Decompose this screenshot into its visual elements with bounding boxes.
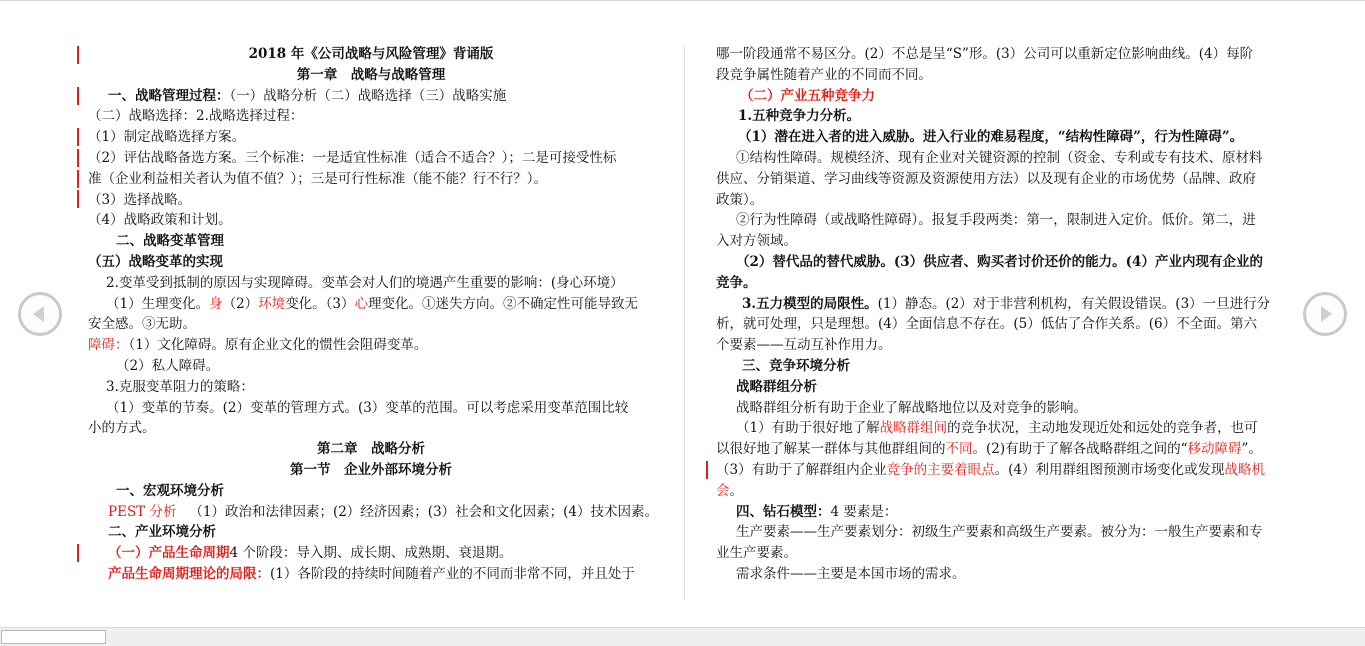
text-line: 析，就可处理，只是理想。(4）全面信息不存在。(5）低估了合作关系。(6）不全面。第六 [716, 316, 1258, 333]
text-line: （1）潜在进入者的进入威胁。进入行业的难易程度，“结构性障碍”，行为性障碍”。 [738, 129, 1244, 146]
right-page [716, 44, 1282, 585]
text-line: （1）有助于很好地了解战略群组间的竞争状况，主动地发现近处和远处的竞争者，也可 [736, 420, 1258, 437]
text-line: （1）变革的节奏。(2）变革的管理方式。(3）变革的范围。可以考虑采用变革范围比较 [106, 399, 629, 416]
change-marker [77, 149, 79, 167]
text-line: 3.五力模型的局限性。(1）静态。(2）对于非营利机构，有关假设错误。(3）一旦进行分 [742, 295, 1271, 312]
text-line: 产品生命周期理论的局限：(1）各阶段的持续时间随着产业的不同而非常不同，并且处于 [108, 565, 635, 582]
text-line: （2）评估战略备选方案。三个标准：一是适宜性标准（适合不适合？）；二是可接受性标 [88, 149, 617, 166]
top-border [0, 0, 1365, 1]
text-line: 障碍：（1）文化障碍。原有企业文化的惯性会阻碍变革。 [88, 337, 428, 354]
section-heading: 一、宏观环境分析 [116, 482, 224, 499]
chapter-heading: 第二章 战略分析 [317, 441, 425, 458]
text-line: 战略群组分析有助于企业了解战略地位以及对竞争的影响。 [736, 399, 1087, 416]
text-line: （2）私人障碍。 [116, 357, 220, 374]
next-page-button[interactable] [1303, 292, 1347, 336]
section-heading: 第一节 企业外部环境分析 [290, 461, 452, 478]
text-line: 个要素——互动互补作用力。 [716, 337, 892, 354]
section-heading: 二、战略变革管理 [116, 233, 224, 250]
text-line: 哪一阶段通常不易区分。(2）不总是呈“S”形。(3）公司可以重新定位影响曲线。(4）每阶 [716, 46, 1254, 62]
change-marker [77, 170, 79, 188]
text-line: 准（企业利益相关者认为值不值？）；三是可行性标准（能不能？行不行？）。 [88, 170, 547, 187]
section-heading: 一、战略管理过程：（一）战略分析（二）战略选择（三）战略实施 [108, 87, 507, 104]
text-line: 3.克服变革阻力的策略： [106, 378, 254, 395]
text-line: 小的方式。 [88, 420, 156, 437]
text-line: 政策）。 [716, 191, 764, 208]
text-line: 竞争。 [716, 274, 757, 291]
text-line: ①结构性障碍。规模经济、现有企业对关键资源的控制（资金、专利或专有技术、原材料 [736, 149, 1263, 166]
subsection-heading: （五）战略变革的实现 [88, 253, 223, 270]
chevron-right-icon [1306, 295, 1344, 333]
subsection-heading: 战略群组分析 [736, 378, 817, 395]
horizontal-scrollbar[interactable] [0, 627, 1365, 646]
change-marker [77, 190, 79, 208]
text-line: （3）选择战略。 [88, 191, 192, 208]
text-line: （二）战略选择：2.战略选择过程： [88, 108, 304, 125]
text-line: 入对方领域。 [716, 233, 797, 250]
text-line: 以很好地了解某一群体与其他群组间的不同。(2)有助于了解各战略群组之间的“移动障碍”。 [716, 441, 1262, 458]
previous-page-button[interactable] [18, 292, 62, 336]
text-line: （3）有助于了解群组内企业竞争的主要着眼点。(4）利用群组图预测市场变化或发现战略机 [716, 461, 1265, 478]
page-divider [684, 44, 685, 600]
chapter-heading: 第一章 战略与战略管理 [296, 66, 446, 83]
text-line: 安全感。③无助。 [88, 316, 196, 333]
text-line: PEST 分析 （1）政治和法律因素；(2）经济因素；(3）社会和文化因素；(4）技术因素。 [108, 503, 659, 520]
text-line: 段竞争属性随着产业的不同而不同。 [716, 66, 932, 83]
text-line: 2.变革受到抵制的原因与实现障碍。变革会对人们的境遇产生重要的影响：(身心环境） [106, 274, 624, 291]
text-line: （一）产品生命周期4 个阶段：导入期、成长期、成熟期、衰退期。 [108, 545, 513, 562]
text-line: （2）替代品的替代威胁。(3）供应者、购买者讨价还价的能力。(4）产业内现有企业的 [736, 253, 1263, 270]
text-line: （4）战略政策和计划。 [88, 212, 232, 229]
section-heading: 三、竞争环境分析 [742, 357, 850, 374]
left-page [88, 44, 659, 585]
change-marker [77, 544, 79, 562]
text-line: 需求条件——主要是本国市场的需求。 [736, 565, 966, 582]
section-heading: 四、钻石模型：4 要素是： [736, 503, 898, 520]
text-line: 供应、分销渠道、学习曲线等资源及资源使用方法）以及现有企业的市场优势（品牌、政府 [716, 170, 1256, 187]
text-line: 生产要素——生产要素划分：初级生产要素和高级生产要素。被分为：一般生产要素和专 [736, 524, 1263, 541]
scrollbar-thumb[interactable] [1, 630, 106, 644]
change-marker [77, 46, 79, 64]
text-line: ②行为性障碍（或战略性障碍）。报复手段两类：第一，限制进入定价。低价。第二，进 [736, 212, 1256, 229]
document-title: 2018 年《公司战略与风险管理》背诵版 [248, 46, 494, 62]
text-line: （1）生理变化。身（2）环境变化。（3）心理变化。①迷失方向。②不确定性可能导致无 [106, 295, 639, 312]
chevron-left-icon [21, 295, 59, 333]
text-line: 会。 [716, 482, 743, 499]
text-line: （1）制定战略选择方案。 [88, 129, 246, 146]
section-heading: 二、产业环境分析 [108, 524, 216, 541]
change-marker [77, 128, 79, 146]
subsection-heading: 1.五种竞争力分析。 [738, 108, 861, 125]
change-marker [77, 87, 79, 105]
change-marker [706, 461, 708, 479]
subsection-heading: （二）产业五种竞争力 [740, 87, 875, 104]
text-line: 业生产要素。 [716, 545, 797, 562]
